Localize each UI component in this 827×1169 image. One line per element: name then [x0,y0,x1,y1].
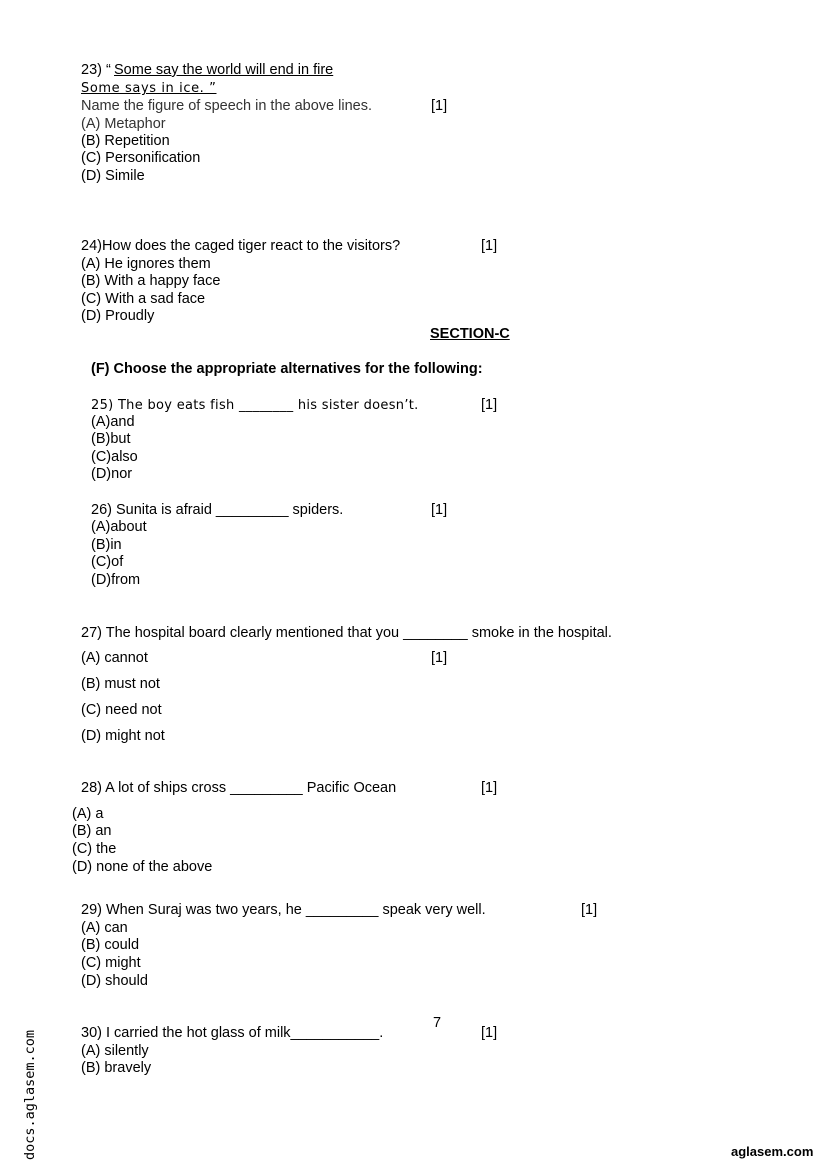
q30-question: 30) I carried the hot glass of milk___________. [81,1025,384,1041]
q26-option-a: (A)about [91,519,147,535]
q30-option-b: (B) bravely [81,1060,152,1076]
q26-option-d: (D)from [91,572,141,588]
q29-option-a: (A) can [81,920,128,936]
q23-question: Name the figure of speech in the above lines. [81,98,372,114]
q24-option-d: (D) Proudly [81,308,155,324]
q23-quote-line2: Some says in ice. ” [81,81,217,96]
section-instruction: (F) Choose the appropriate alternatives for the following: [91,361,483,377]
q29-question: 29) When Suraj was two years, he _________ speak very well. [81,902,486,918]
q23-marks: [1] [431,98,448,114]
q27-option-c: (C) need not [81,702,162,718]
q28-question: 28) A lot of ships cross _________ Pacific Ocean [81,780,397,796]
q25-marks: [1] [481,397,498,413]
q23-option-c: (C) Personification [81,150,201,166]
q24-question: 24)How does the caged tiger react to the visitors? [81,238,401,254]
q27-marks: [1] [431,650,448,666]
q23-option-a: (A) Metaphor [81,116,166,132]
page-number: 7 [433,1015,442,1031]
q23-option-b: (B) Repetition [81,133,170,149]
q30-option-a: (A) silently [81,1043,149,1059]
q27-option-a: (A) cannot [81,650,148,666]
side-watermark [10,1000,40,1160]
q28-option-c: (C) the [72,841,117,857]
q24-option-c: (C) With a sad face [81,291,206,307]
section-title: SECTION-C [430,326,510,342]
q23-option-d: (D) Simile [81,168,145,184]
q23-quote-line1: Some say the world will end in fire [114,62,334,78]
q29-marks: [1] [581,902,598,918]
q26-question: 26) Sunita is afraid _________ spiders. [91,502,344,518]
q24-option-b: (B) With a happy face [81,273,221,289]
q28-option-a: (A) a [72,806,104,822]
q29-option-b: (B) could [81,937,140,953]
footer-watermark: aglasem.com [731,1144,814,1159]
q26-marks: [1] [431,502,448,518]
q24-option-a: (A) He ignores them [81,256,211,272]
q29-option-c: (C) might [81,955,141,971]
q27-question: 27) The hospital board clearly mentioned that you ________ smoke in the hospital. [81,625,612,641]
side-watermark-text: docs.aglasem.com [22,1029,38,1160]
q28-option-d: (D) none of the above [72,859,213,875]
q23-number: 23) “ [81,62,111,78]
q24-marks: [1] [481,238,498,254]
q26-option-b: (B)in [91,537,122,553]
q27-option-b: (B) must not [81,676,160,692]
q26-option-c: (C)of [91,554,124,570]
q28-marks: [1] [481,780,498,796]
q25-option-c: (C)also [91,449,138,465]
q30-marks: [1] [481,1025,498,1041]
q25-question: 25) The boy eats fish ________ his sister doesn’t. [91,398,419,413]
q25-option-b: (B)but [91,431,131,447]
q27-option-d: (D) might not [81,728,165,744]
q29-option-d: (D) should [81,973,148,989]
q25-option-a: (A)and [91,414,135,430]
q25-option-d: (D)nor [91,466,133,482]
q28-option-b: (B) an [72,823,112,839]
